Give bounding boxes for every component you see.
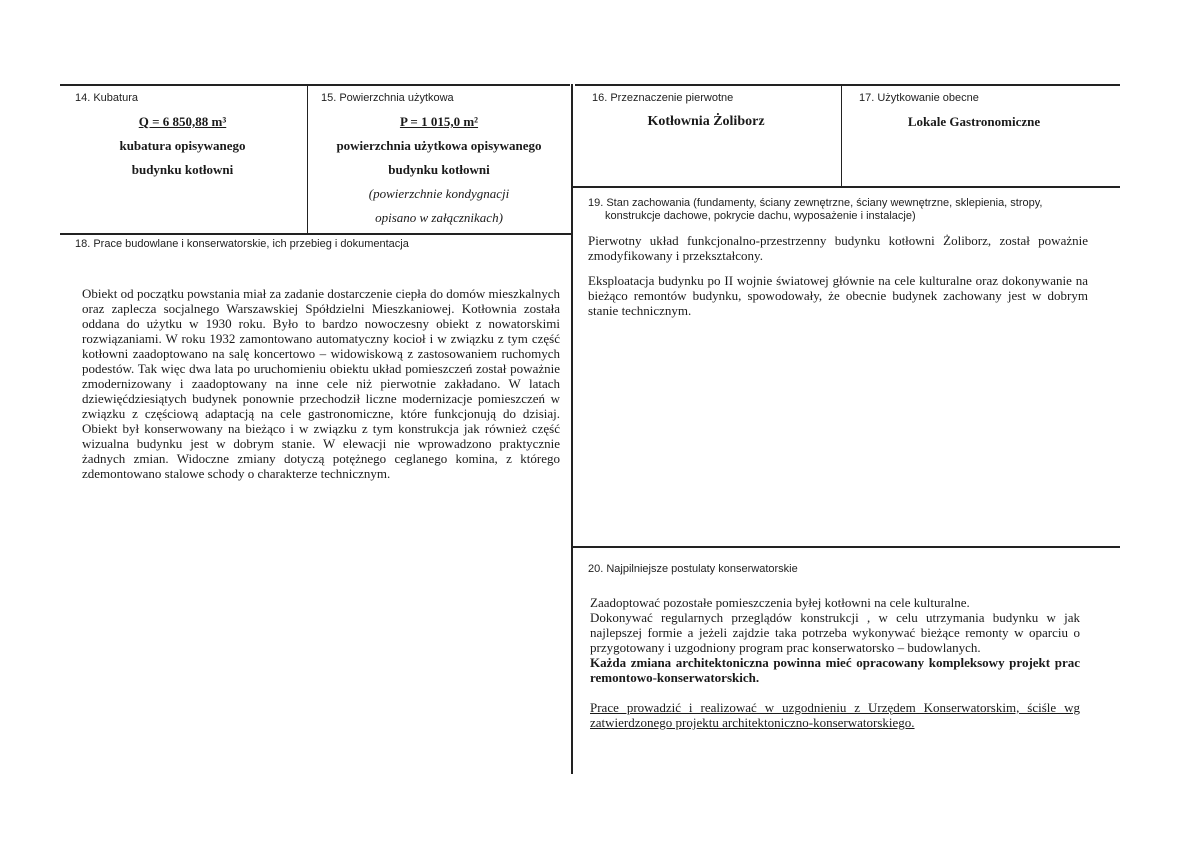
section-14-label: 14. Kubatura xyxy=(75,92,138,104)
rule-above-20 xyxy=(573,546,1120,548)
section-14-block xyxy=(60,110,305,182)
postulate-coordination: Prace prowadzić i realizować w uzgodnieniu z Urzędem Konserwatorskim, ściśle wg zatwierdzonego projektu architektoniczno-konserwatorskiego. xyxy=(590,700,1080,730)
top-rule-left xyxy=(60,84,570,86)
top-rule-right xyxy=(575,84,1120,86)
section-18-label: 18. Prace budowlane i konserwatorskie, ich przebieg i dokumentacja xyxy=(75,238,409,250)
rule-above-18 xyxy=(60,233,572,235)
section-20-label: 20. Najpilniejsze postulaty konserwatorskie xyxy=(588,563,798,575)
area-desc-line1: powierzchnia użytkowa opisywanego xyxy=(336,138,542,153)
area-desc-line2: budynku kotłowni xyxy=(388,162,490,177)
section-19-text xyxy=(588,233,1088,318)
section-20-text xyxy=(590,595,1080,730)
condition-paragraph-1: Pierwotny układ funkcjonalno-przestrzenny budynku kotłowni Żoliborz, został poważnie zmodyfikowany i przekształcony. xyxy=(588,233,1088,263)
section-19-label-line2: konstrukcje dachowe, pokrycie dachu, wyposażenie i instalacje) xyxy=(605,210,916,222)
cubature-desc-line1: kubatura opisywanego xyxy=(119,138,246,153)
works-history-paragraph: Obiekt od początku powstania miał za zadanie dostarczenie ciepła do domów mieszkalnych oraz zaplecza socjalnego Warszawskiej Spółdzielni Mieszkaniowej. Kotłownia została oddana do użytku w 1930 roku. Było to bardzo nowoczesny obiekt z nowatorskimi rozwiązaniami. W roku 1932 zamontowano automatyczny kocioł i w związku z tym część kotłowni zaadoptowano na salę koncertowo – widowiskową z zastosowaniem ruchomych podestów. Tak więc dwa lata po uruchomieniu obiektu układ pomieszczeń został poważnie zmodernizowany i zaadoptowany na inne cele niż pierwotnie zakładano. W latach dziewięćdziesiątych budynek ponownie przechodził liczne modernizacje pomieszczeń w związku z częściową adaptacją na cele gastronomiczne, które funkcjonują do dzisiaj. Obiekt był konserwowany na bieżąco i w związku z tym konstrukcja jak również część wizualna budynku jest w dobrym stanie. W elewacji nie wprowadzono praktycznie żadnych zmian. Widoczne zmiany dotyczą potężnego ceglanego komina, z którego zdemontowano stalowe schody o charakterze technicznym. xyxy=(82,286,560,481)
postulate-inspections: Dokonywać regularnych przeglądów konstrukcji , w celu utrzymania budynku w jak najlepszej formie a jeżeli zajdzie taka potrzeba wykonywać bieżące remonty w oparciu o przygotowany i uzgodniony program prac konserwatorsko – budowlanych. xyxy=(590,610,1080,655)
rule-above-19 xyxy=(573,186,1120,188)
section-17-label: 17. Użytkowanie obecne xyxy=(859,92,979,104)
area-value: P = 1 015,0 m² xyxy=(399,114,479,129)
cubature-desc-line2: budynku kotłowni xyxy=(131,162,234,177)
postulate-project-required: Każda zmiana architektoniczna powinna mieć opracowany kompleksowy projekt prac remontowo-konserwatorskich. xyxy=(590,655,1080,685)
section-16-label: 16. Przeznaczenie pierwotne xyxy=(592,92,734,104)
divider-14-15 xyxy=(307,85,308,233)
section-19-label-line1: 19. Stan zachowania (fundamenty, ściany zewnętrzne, ściany wewnętrzne, sklepienia, stropy, xyxy=(588,197,1043,209)
current-use-value: Lokale Gastronomiczne xyxy=(907,114,1041,129)
divider-16-17 xyxy=(841,85,842,186)
area-note-line2: opisano w załącznikach) xyxy=(375,210,503,225)
original-purpose-value: Kotłownia Żoliborz xyxy=(647,114,765,129)
area-note-line1: (powierzchnie kondygnacji xyxy=(368,186,510,201)
cubature-value: Q = 6 850,88 m³ xyxy=(138,114,227,129)
postulate-adapt: Zaadoptować pozostałe pomieszczenia byłej kotłowni na cele kulturalne. xyxy=(590,595,970,610)
section-15-block xyxy=(309,110,569,230)
section-18-text xyxy=(82,286,560,481)
section-15-label: 15. Powierzchnia użytkowa xyxy=(321,92,454,104)
condition-paragraph-2: Eksploatacja budynku po II wojnie światowej głównie na cele kulturalne oraz dokonywanie na bieżąco remontów budynku, spowodowały, że obecnie budynek zachowany jest w dobrym stanie technicznym. xyxy=(588,273,1088,318)
